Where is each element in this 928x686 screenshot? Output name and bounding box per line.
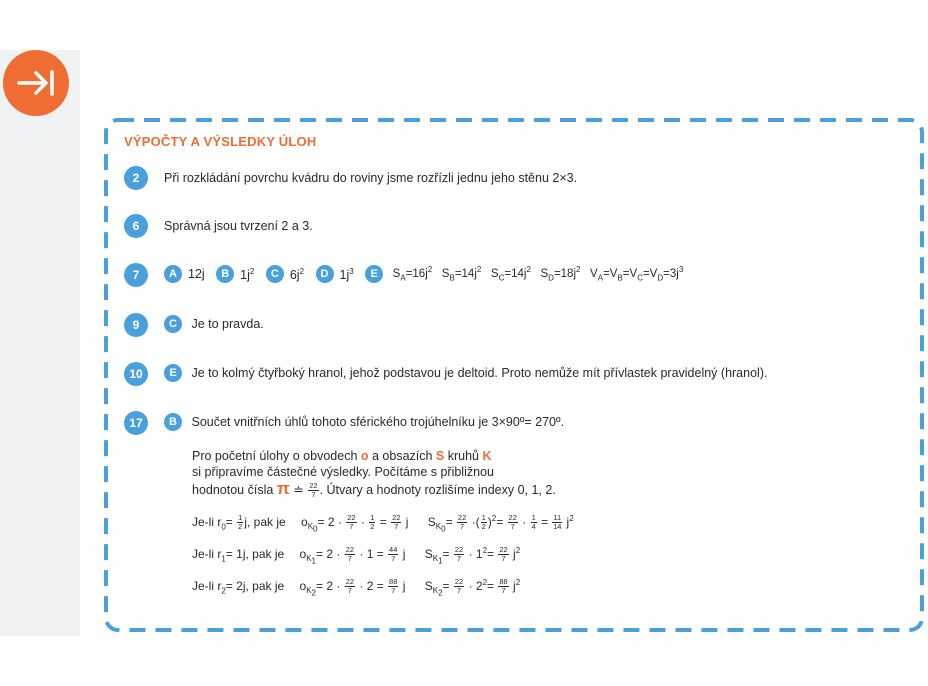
answer-d: $1j^3$ <box>339 266 354 282</box>
item-9-text: Je to pravda. <box>191 317 264 331</box>
item-number-6: 6 <box>124 214 148 238</box>
item-9-row <box>164 315 264 333</box>
answer-e-surfaces: $S_A=16j^2$ $S_B=14j^2$ $S_C=14j^2$ $S_D=18j^2$ $V_A=V_B=V_C=V_D=3j^3$ <box>392 265 684 283</box>
option-badge: C <box>164 315 182 333</box>
collapse-button[interactable] <box>3 50 69 116</box>
item-10-row <box>164 364 767 382</box>
option-a-badge: A <box>164 265 182 283</box>
formula-r2: Je-li $r_2= 2j$, pak je $o_{K_2}= 2$ · $\frac{22}{7}$ · 2 = $\frac{88}{7}$ j $S_{K_2}=$ $\frac{22}{7}$ · $2^2=$ $\frac{88}{7}$ $j^2$ <box>192 577 521 598</box>
formula-r0: Je-li $r_0=$ $\frac{1}{2}$ j, pak je $o_{K_0}= 2$ · $\frac{22}{7}$ · $\frac{1}{2}$ = $\frac{22}{7}$ j $S_{K_0}=$ $\frac{22}{7}$ ·( $\frac{1}{2}$ )$^2$= $\frac{22}{7}$ · $\frac{1}{4}$ = $\frac{11}{14}$ $j^2$ <box>192 513 574 534</box>
option-badge: E <box>164 364 182 382</box>
answer-a: 12j <box>188 267 205 281</box>
item-7-answers <box>164 265 691 283</box>
side-strip <box>0 50 80 636</box>
item-17-text: Součet vnitřních úhlů tohoto sférického trojúhelníku je 3×90º= 270º. <box>191 415 565 429</box>
option-e-badge: E <box>365 265 383 283</box>
option-b-badge: B <box>216 265 234 283</box>
item-number-7: 7 <box>124 263 148 287</box>
paragraph-line-1: Pro početní úlohy o obvodech o a obsazích S kruhů K <box>192 449 492 463</box>
pi-symbol: π <box>276 479 290 498</box>
item-number-10: 10 <box>124 362 148 386</box>
item-17-row <box>164 413 564 431</box>
formula-r1: Je-li $r_1= 1j$, pak je $o_{K_1}= 2$ · $\frac{22}{7}$ · 1 = $\frac{44}{7}$ j $S_{K_1}=$ $\frac{22}{7}$ · $1^2=$ $\frac{22}{7}$ $j^2$ <box>192 545 521 566</box>
arrow-right-to-bar-icon <box>16 68 56 98</box>
option-d-badge: D <box>316 265 334 283</box>
section-title: VÝPOČTY A VÝSLEDKY ÚLOH <box>124 134 317 149</box>
paragraph-line-2: si připravíme částečné výsledky. Počítáme s přibližnou <box>192 465 494 479</box>
item-number-9: 9 <box>124 313 148 337</box>
item-number-17: 17 <box>124 411 148 435</box>
option-badge: B <box>164 413 182 431</box>
item-2-text: Při rozkládání povrchu kvádru do roviny jsme rozřízli jednu jeho stěnu 2×3. <box>164 171 578 185</box>
paragraph-line-3: hodnotou čísla π ≐ $\frac{22}{7}$ . Útvary a hodnoty rozlišíme indexy 0, 1, 2. <box>192 479 556 500</box>
option-c-badge: C <box>266 265 284 283</box>
answer-c: $6j^2$ <box>289 266 305 282</box>
item-number-2: 2 <box>124 166 148 190</box>
item-10-text: Je to kolmý čtyřboký hranol, jehož podstavou je deltoid. Proto nemůže mít přívlastek pravidelný (hranol). <box>191 366 768 380</box>
answer-b: $1j^2$ <box>240 266 255 282</box>
item-6-text: Správná jsou tvrzení 2 a 3. <box>164 219 313 233</box>
